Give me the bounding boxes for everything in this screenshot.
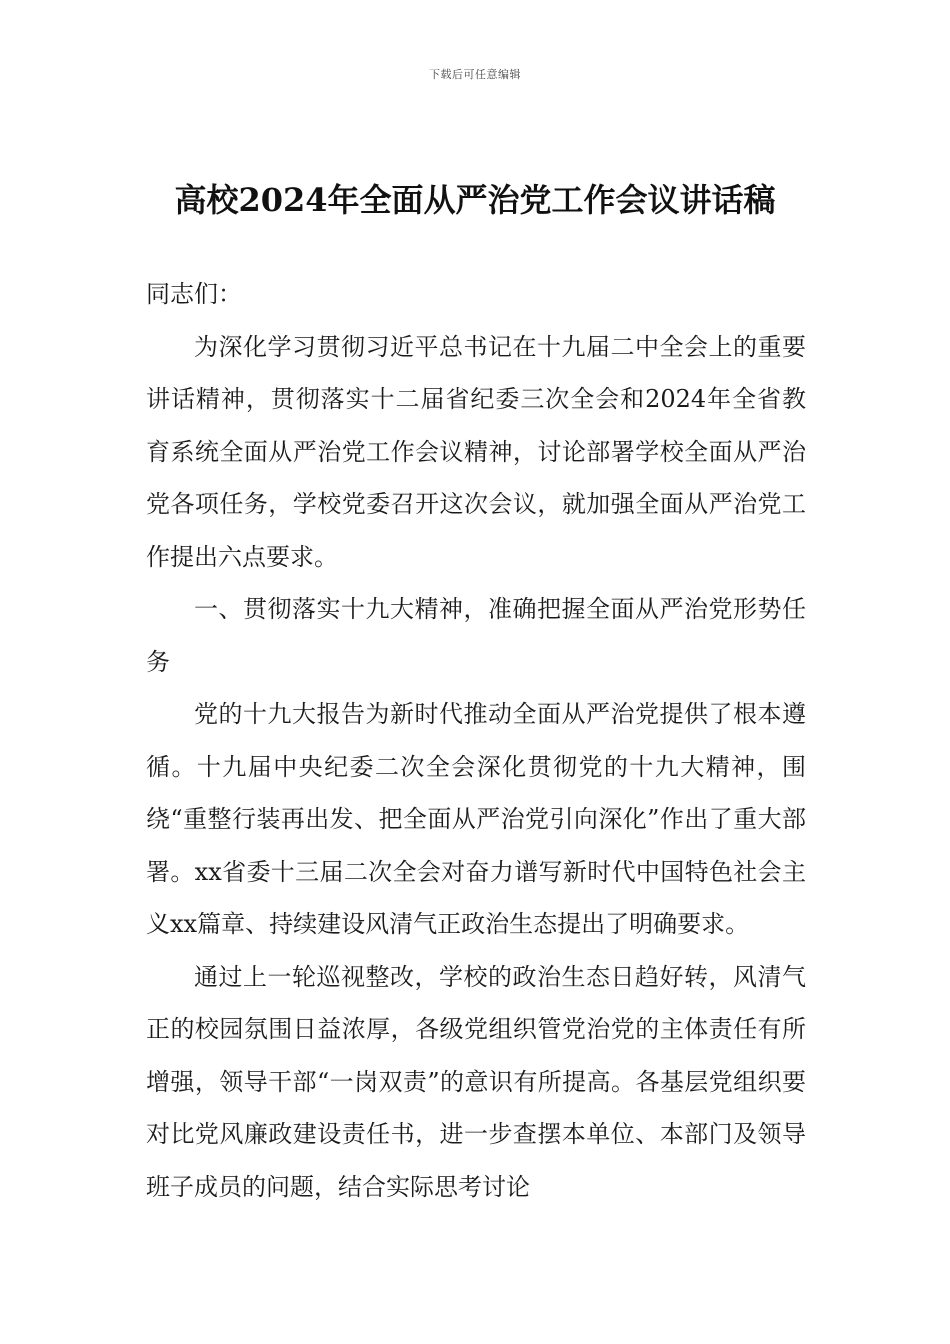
salutation: 同志们： [146,280,242,308]
paragraph-section-1: 党的十九大报告为新时代推动全面从严治党提供了根本遵循。十九届中央纪委二次全会深化贯彻党的十九大精神，围绕“重整行装再出发、把全面从严治党引向深化”作出了重大部署。xx省委十三届二次全会对奋力谱写新时代中国特色社会主义xx篇章、持续建设风清气正政治生态提出了明确要求。 [146,700,806,938]
section-heading-1: 一、贯彻落实十九大精神，准确把握全面从严治党形势任务 [146,595,806,676]
paragraph-intro: 为深化学习贯彻习近平总书记在十九届二中全会上的重要讲话精神，贯彻落实十二届省纪委三次全会和2024年全省教育系统全面从严治党工作会议精神，讨论部署学校全面从严治党各项任务，学校党委召开这次会议，就加强全面从严治党工作提出六点要求。 [146,332,806,571]
paragraph-section-1-continued: 通过上一轮巡视整改，学校的政治生态日趋好转，风清气正的校园氛围日益浓厚，各级党组织管党治党的主体责任有所增强，领导干部“一岗双责”的意识有所提高。各基层党组织要对比党风廉政建设责任书，进一步查摆本单位、本部门及领导班子成员的问题，结合实际思考讨论 [146,962,806,1201]
document-body [146,268,806,1213]
header-note: 下载后可任意编辑 [429,68,521,81]
document-title: 高校2024年全面从严治党工作会议讲话稿 [174,181,776,219]
